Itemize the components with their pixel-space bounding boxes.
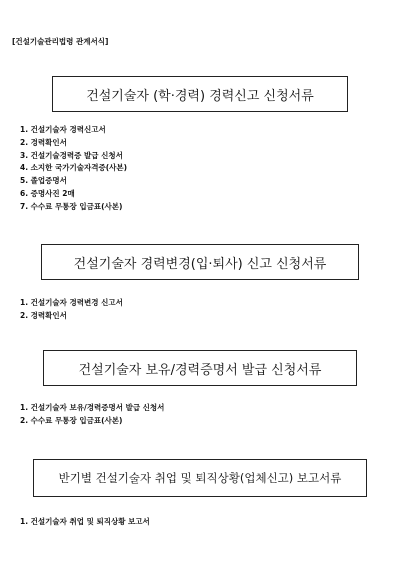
list-item: 2. 수수료 무통장 입금표(사본) xyxy=(20,415,123,425)
list-item: 2. 경력확인서 xyxy=(20,310,67,320)
document-list-certificate-issue xyxy=(20,402,164,428)
list-item: 1. 건설기술자 경력신고서 xyxy=(20,125,106,134)
list-item: 7. 수수료 무통장 입금표(사본) xyxy=(20,201,123,211)
list-item: 1. 건설기술자 취업 및 퇴직상황 보고서 xyxy=(20,517,150,526)
section-title-text: 건설기술자 경력변경(입·퇴사) 신고 신청서류 xyxy=(73,256,327,272)
list-item: 1. 건설기술자 보유/경력증명서 발급 신청서 xyxy=(20,403,165,412)
section-title-career-change xyxy=(41,244,359,280)
section-title-text: 건설기술자 (학·경력) 경력신고 신청서류 xyxy=(86,88,314,104)
list-item: 2. 경력확인서 xyxy=(20,137,67,147)
section-title-certificate-issue xyxy=(43,350,357,386)
section-title-semiannual-report xyxy=(33,459,367,497)
section-title-career-report xyxy=(52,76,348,112)
list-item: 6. 증명사진 2매 xyxy=(20,188,75,198)
section-title-text: 건설기술자 보유/경력증명서 발급 신청서류 xyxy=(78,362,322,378)
list-item: 4. 소지한 국가기술자격증(사본) xyxy=(20,163,128,173)
list-item: 3. 건설기술경력증 발급 신청서 xyxy=(20,150,123,160)
document-list-career-change xyxy=(20,297,123,323)
list-item: 5. 졸업증명서 xyxy=(20,176,67,186)
section-title-text: 반기별 건설기술자 취업 및 퇴직상황(업체신고) 보고서류 xyxy=(58,471,342,485)
form-header: [건설기술관리법령 관계서식] xyxy=(12,37,109,46)
document-list-career-report xyxy=(20,124,127,214)
list-item: 1. 건설기술자 경력변경 신고서 xyxy=(20,298,123,307)
document-list-semiannual-report xyxy=(20,516,150,529)
